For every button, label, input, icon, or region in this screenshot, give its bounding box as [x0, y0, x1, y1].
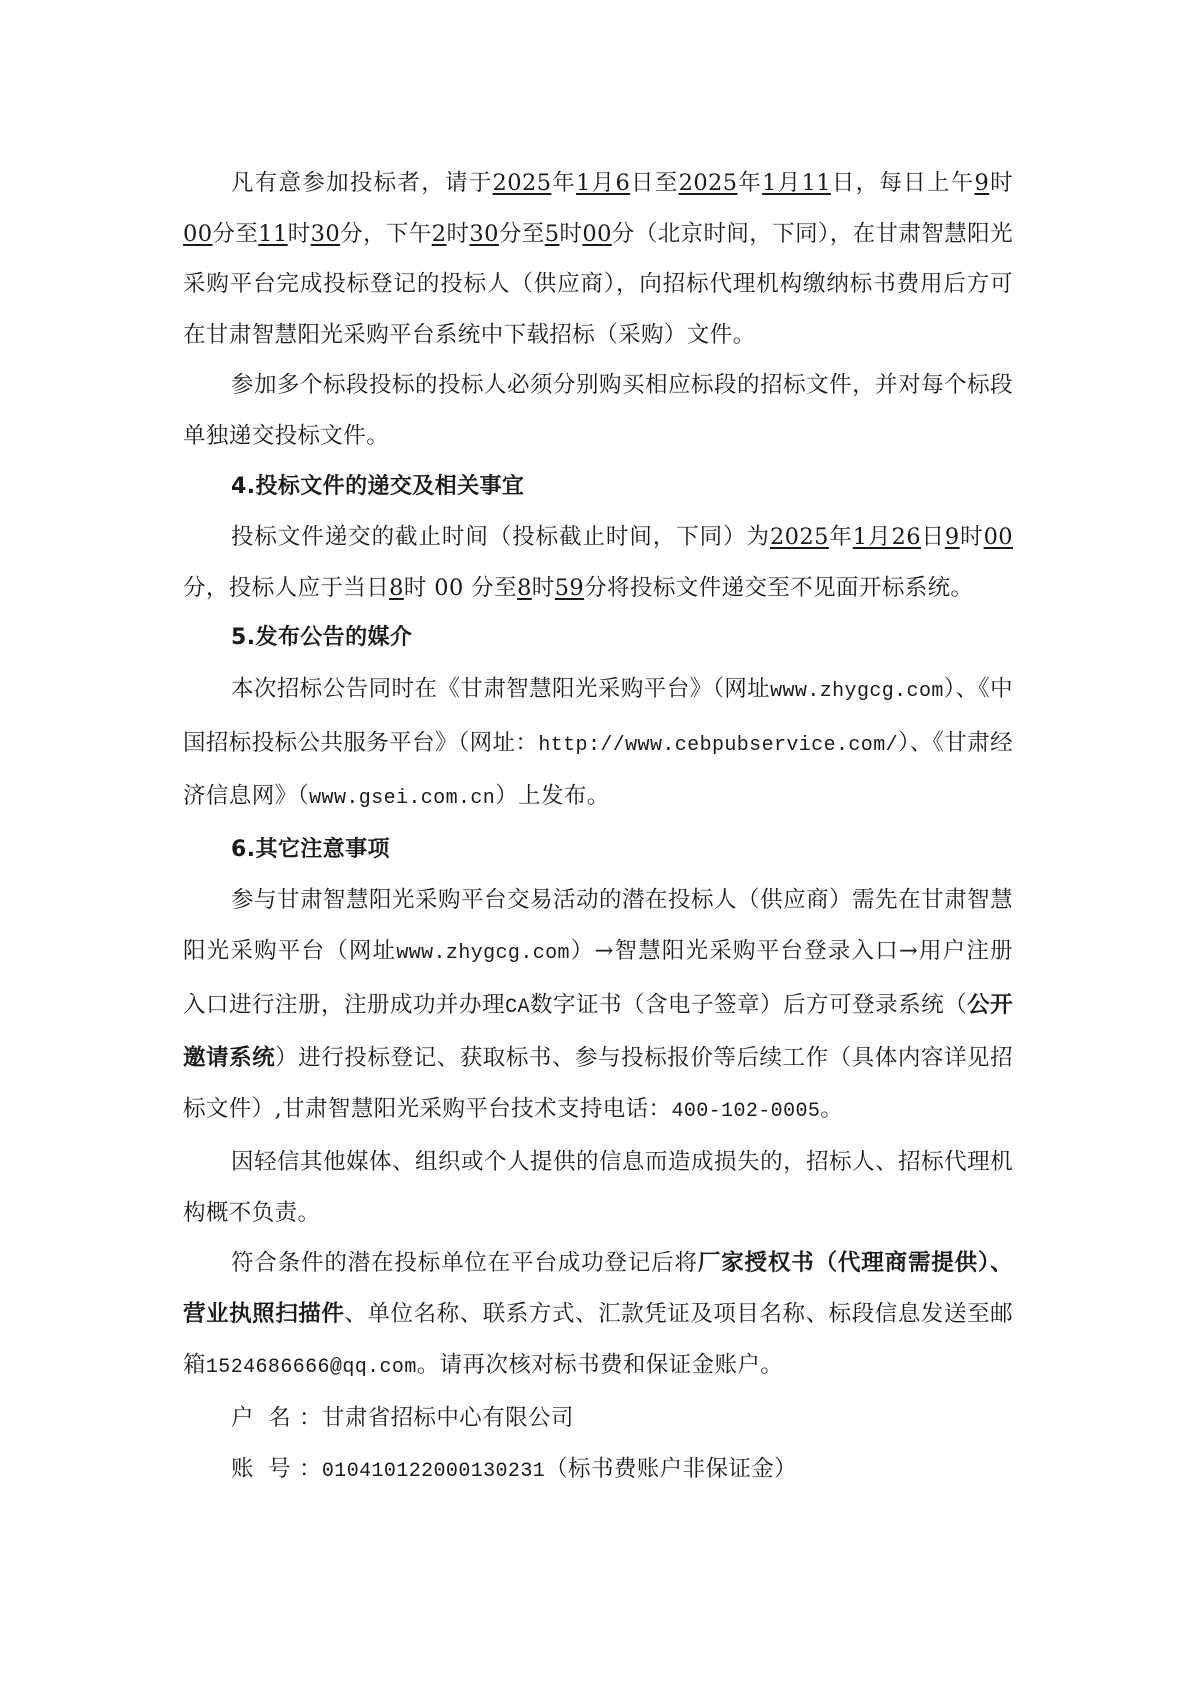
date: 1月11: [762, 170, 831, 196]
minute: 00: [983, 524, 1014, 551]
minute: 30: [469, 220, 499, 247]
text: 分，投标人应于当日: [183, 574, 390, 601]
date: 1月6: [576, 170, 631, 196]
text: 符合条件的潜在投标单位在平台成功登记后将: [231, 1250, 698, 1277]
text: 分至: [212, 220, 259, 247]
text: 年: [737, 170, 763, 196]
text: 时: [989, 170, 1013, 196]
minute: 30: [310, 220, 341, 247]
minute: 00: [183, 220, 213, 247]
email-link[interactable]: 1524686666@qq.com: [205, 1355, 417, 1379]
text: 数字证书（含电子签章）后方可登录系统（: [529, 991, 968, 1018]
website-link[interactable]: www.gsei.com.cn: [309, 787, 496, 811]
section-heading-6: 6.其它注意事项: [231, 836, 390, 862]
text: ：: [299, 1455, 322, 1482]
text: 、单位名称、联系方式、汇款凭证及项目名称、标段信息发送至邮箱: [183, 1301, 1013, 1378]
text: ）→智慧阳光采购平台登录入口→用户注册入口进行注册，注册成功并办理: [183, 937, 1013, 1018]
multi-lot-paragraph: 参加多个标段投标的投标人必须分别购买相应标段的招标文件，并对每个标段单独递交投标文件。: [183, 372, 1013, 449]
hour: 9: [944, 524, 960, 551]
registration-paragraph: [183, 158, 1013, 360]
text: 日，每日上午: [830, 170, 975, 196]
text: CA: [505, 995, 530, 1019]
disclaimer-paragraph: 因轻信其他媒体、组织或个人提供的信息而造成损失的，招标人、招标代理机构概不负责。: [183, 1149, 1013, 1226]
text: 时: [959, 524, 984, 551]
minute: 59: [554, 574, 585, 601]
year: 2025: [769, 524, 829, 551]
account-name-row: [231, 1393, 1013, 1444]
website-link[interactable]: http://www.cebpubservice.com/: [538, 733, 899, 757]
text: 时: [446, 220, 470, 247]
text: 时: [531, 574, 555, 601]
section-heading-5: 5.发布公告的媒介: [231, 625, 413, 651]
text: 时 00 分至: [403, 574, 518, 601]
text: ）进行投标登记、获取标书、参与投标报价等后续工作（具体内容详见招标文件）,甘肃智慧阳光采购平台技术支持电话：: [183, 1045, 1013, 1122]
text: 。请再次核对标书费和保证金账户。: [416, 1351, 784, 1378]
year: 2025: [678, 170, 738, 196]
media-paragraph: [183, 664, 1013, 825]
text: ）、《中国招标投标公共服务平台》（网址：: [183, 675, 1013, 756]
submission-paragraph: [183, 1238, 1013, 1393]
hour: 11: [258, 220, 288, 247]
support-phone: 400-102-0005: [671, 1099, 821, 1123]
website-link[interactable]: www.zhygcg.com: [770, 679, 944, 703]
section-heading-4: 4.投标文件的递交及相关事宜: [231, 473, 525, 499]
account-number-row: [231, 1444, 1013, 1498]
account-number-label: 账 号: [231, 1455, 291, 1482]
text: 分至: [498, 220, 545, 247]
hour: 8: [389, 574, 404, 601]
text: 日至: [630, 170, 679, 196]
registration-steps-paragraph: [183, 875, 1013, 1137]
hour: 9: [974, 170, 990, 196]
text: 日: [920, 524, 945, 551]
text: 年: [828, 524, 853, 551]
text: 时: [559, 220, 583, 247]
text: 投标文件递交的截止时间（投标截止时间，下同）为: [231, 524, 770, 551]
text: 年: [551, 170, 577, 196]
document-page: [183, 158, 1013, 1497]
account-name-label: 户 名: [231, 1405, 291, 1432]
text: 分，下午: [340, 220, 432, 247]
account-number-value: 010410122000130231: [321, 1459, 546, 1483]
text: ）、《甘肃经济信息网》（: [183, 729, 1013, 810]
text: 本次招标公告同时在《甘肃智慧阳光采购平台》（网址: [231, 675, 771, 702]
account-number-note: （标书费账户非保证金）: [545, 1455, 798, 1482]
text: 。: [820, 1095, 844, 1122]
deadline-paragraph: [183, 512, 1013, 613]
hour: 8: [517, 574, 532, 601]
text: 分将投标文件递交至不见面开标系统。: [584, 574, 974, 601]
system-name: 公开邀请系统: [183, 991, 1013, 1072]
text: ）上发布。: [495, 783, 610, 810]
text: 凡有意参加投标者，请于: [231, 170, 493, 196]
account-name-value: ：甘肃省招标中心有限公司: [299, 1405, 574, 1432]
hour: 2: [431, 220, 447, 247]
text: 参与甘肃智慧阳光采购平台交易活动的潜在投标人（供应商）需先在甘肃智慧阳光采购平台（网址: [183, 887, 1013, 964]
website-link[interactable]: www.zhygcg.com: [396, 941, 570, 965]
date: 1月26: [852, 524, 921, 551]
required-documents: 厂家授权书（代理商需提供）、营业执照扫描件: [183, 1250, 1013, 1328]
hour: 5: [544, 220, 560, 247]
year: 2025: [492, 170, 552, 196]
text: 时: [287, 220, 311, 247]
minute: 00: [582, 220, 612, 247]
text: 分（北京时间，下同），在甘肃智慧阳光采购平台完成投标登记的投标人（供应商），向招标代理机构缴纳标书费用后方可在甘肃智慧阳光采购平台系统中下载招标（采购）文件。: [183, 220, 1013, 348]
